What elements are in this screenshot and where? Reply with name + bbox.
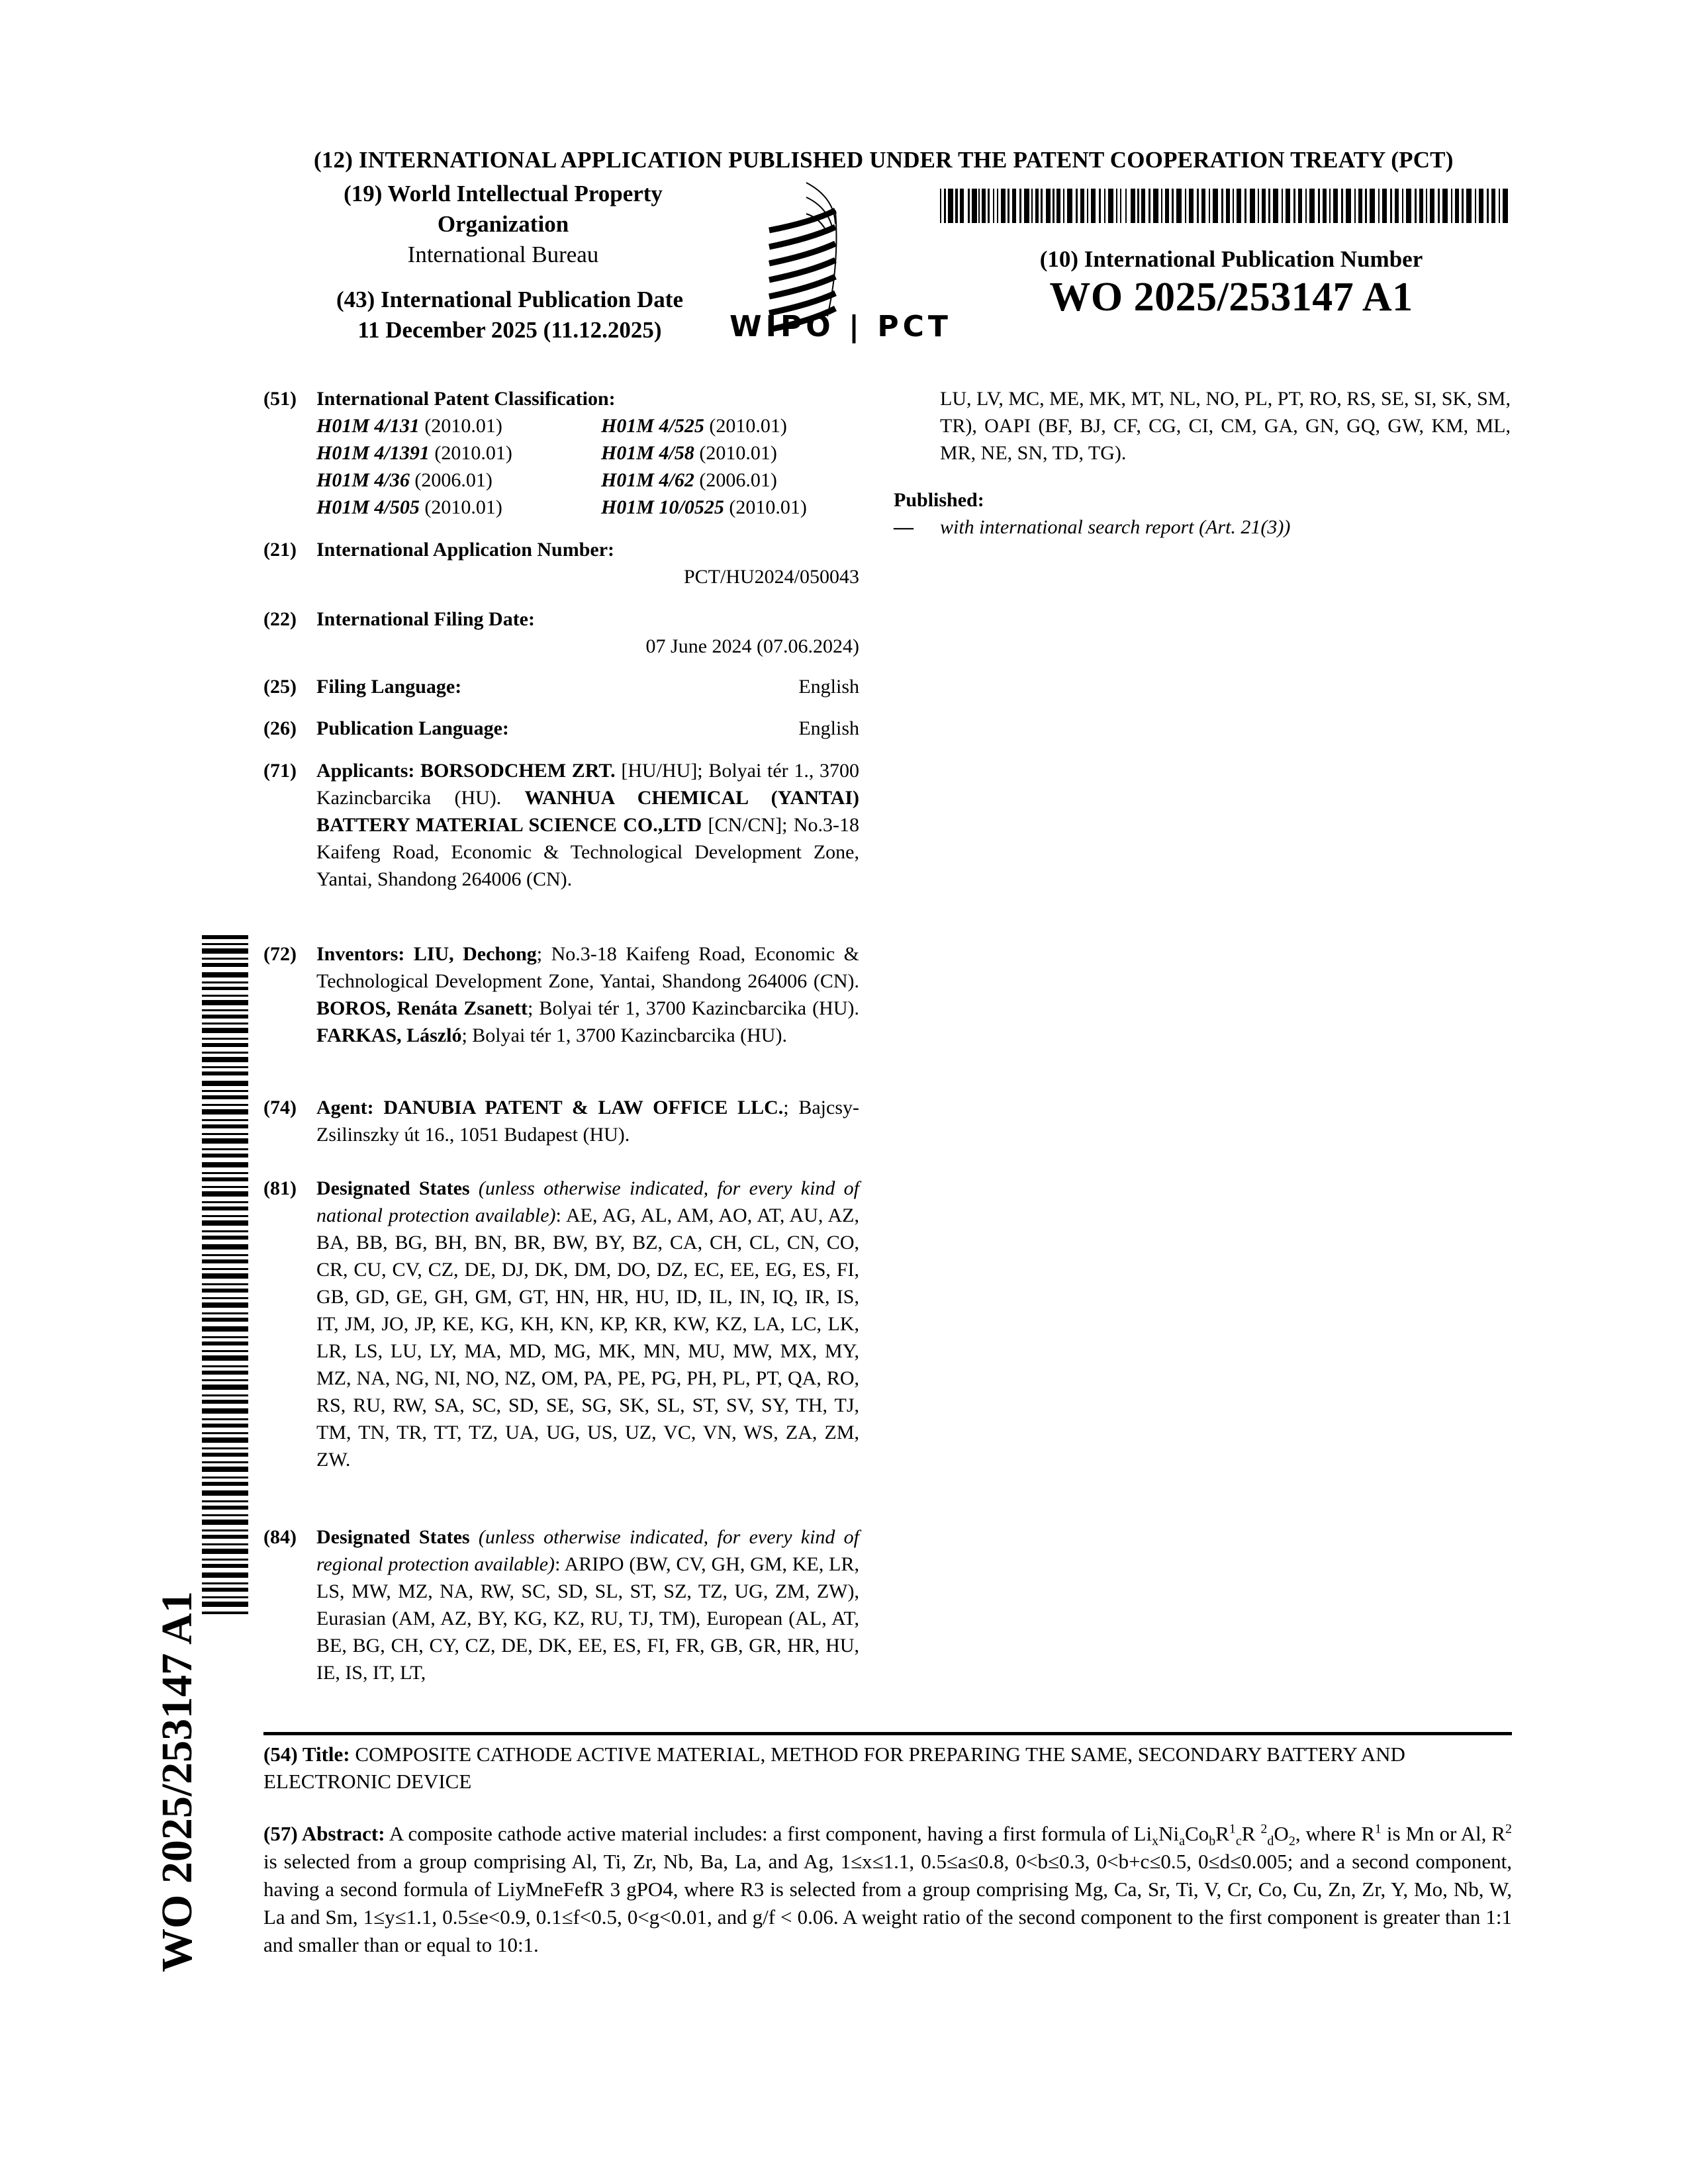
field-code: (84) bbox=[263, 1526, 297, 1548]
right-column bbox=[894, 385, 1511, 541]
ipc-item: H01M 4/131 (2010.01) bbox=[316, 415, 502, 437]
dash-bullet: — bbox=[894, 516, 914, 538]
field-21-application-number bbox=[263, 536, 859, 590]
field-code: (21) bbox=[263, 539, 297, 561]
publication-number-block bbox=[966, 246, 1496, 321]
office-subname: International Bureau bbox=[407, 242, 599, 267]
title-block bbox=[263, 1741, 1512, 1795]
field-code: (22) bbox=[263, 608, 297, 630]
published-item bbox=[894, 514, 1511, 541]
applicant-name: WANHUA CHEMICAL (YANTAI) BATTERY MATERIAL SCIENCE CO.,LTD bbox=[316, 787, 860, 836]
formula: $Li_xNi_aCo_bR^1_cR$ $^2_dO_2$ bbox=[1133, 1821, 1295, 1849]
office-name-line1: World Intellectual Property bbox=[387, 181, 663, 206]
filing-date: 07 June 2024 (07.06.2024) bbox=[645, 635, 859, 657]
side-barcode-icon bbox=[202, 935, 248, 1617]
field-code: (81) bbox=[263, 1177, 297, 1199]
ipc-item: H01M 10/0525 (2010.01) bbox=[601, 496, 807, 518]
field-25-filing-language bbox=[263, 673, 859, 700]
barcode-icon bbox=[940, 189, 1509, 223]
field-22-filing-date bbox=[263, 606, 859, 660]
field-label: International Application Number: bbox=[316, 539, 615, 561]
field-label: Applicants: bbox=[316, 760, 415, 782]
filing-language: English bbox=[798, 676, 859, 698]
published-label: Published: bbox=[894, 489, 984, 511]
field-code: (71) bbox=[263, 760, 297, 782]
ipc-grid bbox=[316, 412, 859, 521]
state-list-continued: LU, LV, MC, ME, MK, MT, NL, NO, PL, PT, RO, RS, SE, SI, SK, SM, TR), OAPI (BF, BJ, CF, CG, CI, CM, GA, GN, GQ, GW, KM, ML, MR, NE, SN, TD, TG). bbox=[940, 388, 1511, 464]
field-label: Inventors: bbox=[316, 943, 405, 965]
publication-number-label: (10) International Publication Number bbox=[1039, 246, 1423, 272]
agent-name: DANUBIA PATENT & LAW OFFICE LLC. bbox=[383, 1097, 784, 1118]
field-label: International Patent Classification: bbox=[316, 388, 616, 410]
field-label: Designated States bbox=[316, 1526, 470, 1548]
publication-language: English bbox=[798, 717, 859, 739]
field-51-ipc bbox=[263, 385, 859, 521]
abstract-text: is selected from a group comprising Al, Ti, Zr, Nb, Ba, La, and Ag, 1≤x≤1.1, 0.5≤a≤0.8, 0<b≤0.3, 0<b+c≤0.5, 0≤d≤0.005; and a second component, having a second formula of LiyMneFefR 3 gPO4, where R3 is selected from a group comprising Mg, Ca, Sr, Ti, V, Cr, Co, Cu, Zn, Zr, Y, Mo, Nb, W, La and Sm, 1≤y≤1.1, 0.5≤e<0.9, 0.1≤f<0.5, 0<g<0.01, and g/f < 0.06. A weight ratio of the second component to the first component is greater than 1:1 and smaller than or equal to 10:1. bbox=[263, 1850, 1512, 1956]
ipc-item: H01M 4/525 (2010.01) bbox=[601, 415, 787, 437]
field-label: Publication Language: bbox=[316, 717, 509, 739]
application-number: PCT/HU2024/050043 bbox=[683, 566, 859, 588]
wipo-pct-wordmark: WIPO | PCT bbox=[729, 310, 952, 343]
vertical-publication-number: WO 2025/253147 A1 bbox=[153, 1591, 201, 1972]
field-label: Agent: bbox=[316, 1097, 374, 1118]
field-code: (51) bbox=[263, 388, 297, 410]
inventor-name: FARKAS, László bbox=[316, 1024, 462, 1046]
section-divider bbox=[263, 1732, 1512, 1735]
field-code: (25) bbox=[263, 676, 297, 698]
inventor-address: ; No.3-18 Kaifeng Road, Economic & Technological Development Zone, Yantai, Shandong 264006 (CN). bbox=[316, 943, 860, 992]
published-note: with international search report (Art. 21(3)) bbox=[940, 516, 1291, 538]
abstract-block: (57) Abstract: A composite cathode active material includes: a first component, having a first formula of $Li_xNi_aCo_bR^1_cR$ $^2_dO_2$, where $R^1$ is Mn or Al, $R^2$ is selected from a group comprising Al, Ti, Zr, Nb, Ba, La, and Ag, 1≤x≤1.1, 0.5≤a≤0.8, 0<b≤0.3, 0<b+c≤0.5, 0≤d≤0.005; and a second component, having a second formula of LiyMneFefR 3 gPO4, where R3 is selected from a group comprising Mg, Ca, Sr, Ti, V, Cr, Co, Cu, Zn, Zr, Y, Mo, Nb, W, La and Sm, 1≤y≤1.1, 0.5≤e<0.9, 0.1≤f<0.5, 0<g<0.01, and g/f < 0.06. A weight ratio of the second component to the first component is greater than 1:1 and smaller than or equal to 10:1. bbox=[263, 1821, 1513, 1956]
office-block bbox=[278, 179, 728, 270]
ipc-item: H01M 4/62 (2006.01) bbox=[601, 469, 777, 491]
publication-date-block bbox=[305, 285, 715, 345]
field-84-designated-regional bbox=[263, 1524, 859, 1686]
ipc-item: H01M 4/58 (2010.01) bbox=[601, 442, 777, 464]
ipc-item: H01M 4/36 (2006.01) bbox=[316, 469, 492, 491]
state-list: : ARIPO (BW, CV, GH, GM, KE, LR, LS, MW, MZ, NA, RW, SC, SD, SL, ST, SZ, TZ, UG, ZM, ZW), Eurasian (AM, AZ, BY, KG, KZ, RU, TJ, TM), European (AL, AT, BE, BG, CH, CY, CZ, DE, DK, EE, ES, FI, FR, GB, GR, HR, HU, IE, IS, IT, LT, bbox=[316, 1553, 860, 1684]
inventor-name: LIU, Dechong bbox=[413, 943, 537, 965]
field-code: (26) bbox=[263, 717, 297, 739]
inventor-name: BOROS, Renáta Zsanett bbox=[316, 997, 528, 1019]
applicant-address: [HU/HU]; Bolyai tér 1., 3700 Kazincbarcika (HU). bbox=[316, 760, 859, 809]
field-code: (72) bbox=[263, 943, 297, 965]
field-81-designated-national bbox=[263, 1175, 859, 1473]
inventor-address: ; Bolyai tér 1, 3700 Kazincbarcika (HU). bbox=[528, 997, 859, 1019]
field-code: (74) bbox=[263, 1097, 297, 1118]
title-label: (54) Title: bbox=[263, 1743, 350, 1766]
applicant-name: BORSODCHEM ZRT. bbox=[420, 760, 616, 782]
abstract-text: A composite cathode active material includes: a first component, having a first formula of bbox=[389, 1822, 1134, 1845]
abstract-text: , where R bbox=[1295, 1822, 1375, 1845]
ipc-item: H01M 4/505 (2010.01) bbox=[316, 496, 502, 518]
abstract-label: (57) Abstract: bbox=[263, 1822, 385, 1845]
applicant-address: [CN/CN]; No.3-18 Kaifeng Road, Economic & Technological Development Zone, Yantai, Shandong 264006 (CN). bbox=[316, 814, 860, 890]
field-note: (unless otherwise indicated, for every kind of regional protection available) bbox=[316, 1526, 860, 1575]
publication-number: WO 2025/253147 A1 bbox=[1049, 275, 1413, 320]
document-type-heading: (12) INTERNATIONAL APPLICATION PUBLISHED UNDER THE PATENT COOPERATION TREATY (PCT) bbox=[314, 147, 1454, 173]
agent-address: ; Bajcsy-Zsilinszky út 16., 1051 Budapest (HU). bbox=[316, 1097, 859, 1146]
ipc-item: H01M 4/1391 (2010.01) bbox=[316, 442, 512, 464]
abstract-text: is Mn or Al, R bbox=[1381, 1822, 1506, 1845]
field-71-applicants bbox=[263, 757, 859, 893]
field-note: (unless otherwise indicated, for every kind of national protection available) bbox=[316, 1177, 860, 1226]
publication-date: 11 December 2025 (11.12.2025) bbox=[357, 317, 662, 343]
field-74-agent bbox=[263, 1094, 859, 1148]
publication-date-label: (43) International Publication Date bbox=[336, 287, 683, 312]
office-name-line2: Organization bbox=[437, 211, 569, 237]
office-code: (19) bbox=[344, 181, 383, 206]
field-label: International Filing Date: bbox=[316, 608, 535, 630]
state-list: : AE, AG, AL, AM, AO, AT, AU, AZ, BA, BB, BG, BH, BN, BR, BW, BY, BZ, CA, CH, CL, CN, CO, CR, CU, CV, CZ, DE, DJ, DK, DM, DO, DZ, EC, EE, EG, ES, FI, GB, GD, GE, GH, GM, GT, HN, HR, HU, ID, IL, IN, IQ, IR, IS, IT, JM, JO, JP, KE, KG, KH, KN, KP, KR, KW, KZ, LA, LC, LK, LR, LS, LU, LY, MA, MD, MG, MK, MN, MU, MW, MX, MY, MZ, NA, NG, NI, NO, NZ, OM, PA, PE, PG, PH, PL, PT, QA, RO, RS, RU, RW, SA, SC, SD, SE, SG, SK, SL, ST, SV, SY, TH, TJ, TM, TN, TR, TT, TZ, UA, UG, US, UZ, VC, VN, WS, ZA, ZM, ZW. bbox=[316, 1205, 859, 1471]
title-text: COMPOSITE CATHODE ACTIVE MATERIAL, METHOD FOR PREPARING THE SAME, SECONDARY BATTERY AND ELECTRONIC DEVICE bbox=[263, 1743, 1405, 1793]
field-26-publication-language bbox=[263, 715, 859, 742]
inventor-address: ; Bolyai tér 1, 3700 Kazincbarcika (HU). bbox=[461, 1024, 787, 1046]
field-label: Filing Language: bbox=[316, 676, 462, 698]
field-72-inventors bbox=[263, 940, 859, 1049]
field-label: Designated States bbox=[316, 1177, 470, 1199]
